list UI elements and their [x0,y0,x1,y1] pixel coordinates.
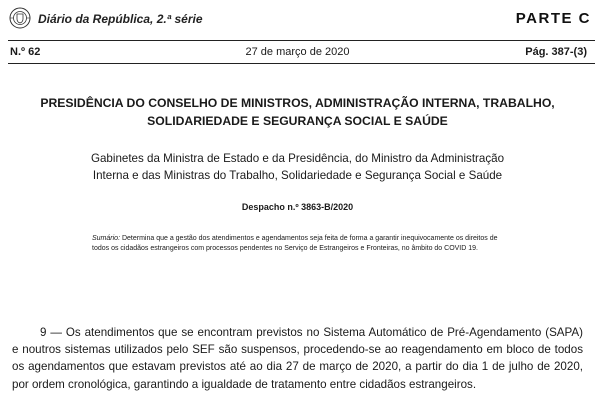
page-header [0,0,595,40]
part-label: PARTE C [515,10,591,27]
page-number: Pág. 387-(3) [525,46,587,58]
meta-row [0,42,595,62]
coat-of-arms-icon [9,7,31,29]
header-divider [8,40,595,41]
ministry-heading-line: PRESIDÊNCIA DO CONSELHO DE MINISTROS, ADMINISTRAÇÃO INTERNA, TRABALHO, [40,96,555,110]
summary-label: Sumário: [92,235,121,242]
meta-divider [8,63,595,64]
ministry-heading [20,94,575,130]
issue-date: 27 de março de 2020 [245,46,350,58]
summary-text: Determina que a gestão dos atendimentos e agendamentos seja feita de forma a garantir inequivocamente os direitos de todos os cidadãos estrangeiros com processos pendentes no Serviço de Estrangeiros e Fronteiras, no âmbito do COVID 19. [92,235,498,252]
publication-title: Diário da República, 2.ª série [38,12,203,26]
document-title: Despacho n.º 3863-B/2020 [241,202,354,212]
ministry-heading-line: SOLIDARIEDADE E SEGURANÇA SOCIAL E SAÚDE [147,114,448,128]
offices-line: Interna e das Ministras do Trabalho, Solidariedade e Segurança Social e Saúde [92,169,503,182]
summary-block [92,234,512,253]
paragraph [12,324,583,393]
offices-line: Gabinetes da Ministra de Estado e da Presidência, do Ministro da Administração [90,152,505,165]
issue-number: N.º 62 [10,46,41,58]
paragraph-text: 9 — Os atendimentos que se encontram previstos no Sistema Automático de Pré-Agendamento (SAPA) e noutros sistemas utilizados pelo SEF são suspensos, procedendo-se ao reagendamento em bloco de todos os agendamentos que estavam previstos até ao dia 27 de março de 2020, a partir do dia 1 de julho de 2020, por ordem cronológica, garantindo a igualdade de tratamento entre cidadãos estrangeiros. [12,326,583,391]
offices-subheading [20,150,575,184]
